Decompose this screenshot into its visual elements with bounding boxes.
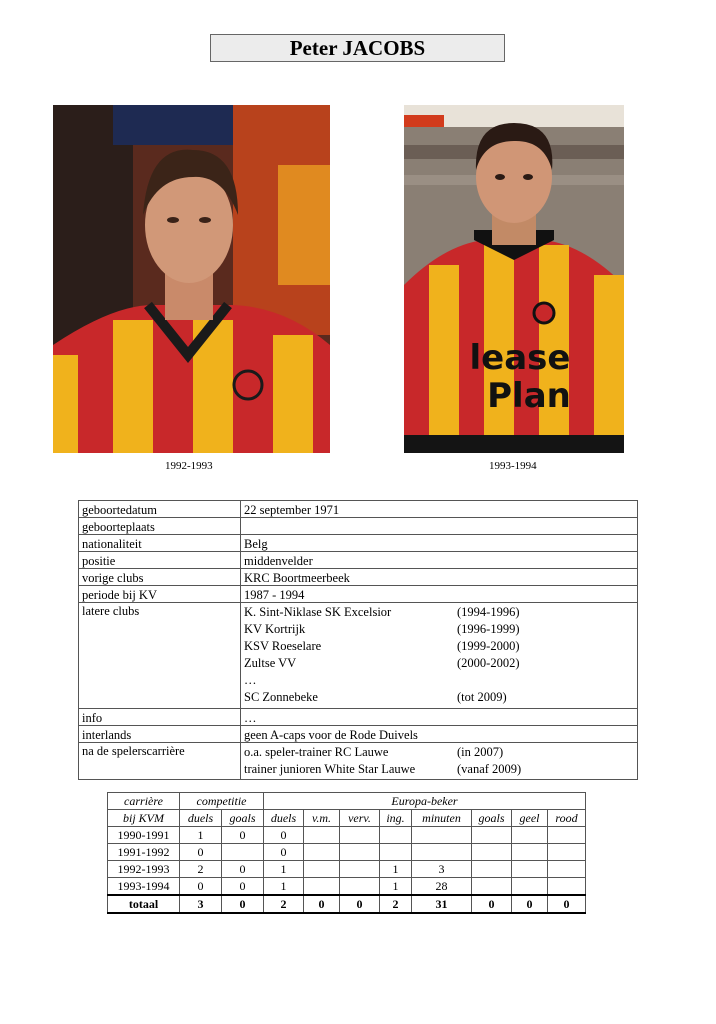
club-name: KSV Roeselare [244,639,322,653]
club-period: (2000-2002) [457,656,520,670]
c-duels: 2 [180,861,222,878]
info-label: periode bij KV [79,586,241,602]
info-value [241,518,637,534]
header-c-goals: goals [222,810,264,827]
goals [472,861,512,878]
info-label: info [79,709,241,725]
verv: 0 [340,895,380,913]
header-europa-beker: Europa-beker [264,793,586,810]
info-label: vorige clubs [79,569,241,585]
player-photo-1993-1994 [404,105,624,453]
club-period: (1996-1999) [457,622,520,636]
ing [380,827,412,844]
page-title: Peter JACOBS [210,34,505,62]
info-row-na-carriere [78,742,638,780]
header-e-duels: duels [264,810,304,827]
info-label: positie [79,552,241,568]
header-rood: rood [548,810,586,827]
e-duels: 0 [264,827,304,844]
later-club-item [244,604,634,621]
rood: 0 [548,895,586,913]
e-duels: 1 [264,861,304,878]
season: 1991-1992 [108,844,180,861]
header-vm: v.m. [304,810,340,827]
goals [472,878,512,896]
club-name: … [244,673,257,687]
c-goals: 0 [222,895,264,913]
club-period: (tot 2009) [457,690,507,704]
vm: 0 [304,895,340,913]
header-bij-kvm: bij KVM [108,810,180,827]
info-label: nationaliteit [79,535,241,551]
club-name: K. Sint-Niklase SK Excelsior [244,605,392,619]
minuten [412,844,472,861]
info-value: middenvelder [244,554,313,568]
header-carriere: carrière [108,793,180,810]
info-value: 22 september 1971 [244,503,340,517]
stats-row [108,844,586,861]
role: o.a. speler-trainer RC Lauwe [244,745,389,759]
minuten: 31 [412,895,472,913]
c-goals: 0 [222,827,264,844]
verv [340,844,380,861]
geel [512,861,548,878]
player-photo-1992-1993 [53,105,330,453]
e-duels: 1 [264,878,304,896]
season: totaal [108,895,180,913]
header-goals: goals [472,810,512,827]
c-goals: 0 [222,878,264,896]
stats-row [108,861,586,878]
vm [304,861,340,878]
rood [548,844,586,861]
c-goals: 0 [222,861,264,878]
info-row-geboortedatum [78,500,638,517]
season: 1992-1993 [108,861,180,878]
info-value: KRC Boortmeerbeek [244,571,350,585]
header-minuten: minuten [412,810,472,827]
later-club-item [244,655,634,672]
photo-caption-1: 1992-1993 [165,460,213,472]
header-ing: ing. [380,810,412,827]
header-competitie: competitie [180,793,264,810]
minuten: 28 [412,878,472,896]
e-duels: 2 [264,895,304,913]
sponsor-line-2: Plan [487,376,571,416]
club-name: Zultse VV [244,656,297,670]
role-period: (vanaf 2009) [457,762,522,776]
verv [340,827,380,844]
ing: 1 [380,878,412,896]
later-club-item [244,672,634,689]
stats-header-row-1 [108,793,586,810]
geel: 0 [512,895,548,913]
info-value: 1987 - 1994 [244,588,305,602]
info-row-latere-clubs [78,602,638,708]
geel [512,878,548,896]
club-period: (1994-1996) [457,605,520,619]
vm [304,878,340,896]
info-row-info [78,708,638,725]
later-club-item [244,689,634,706]
rood [548,878,586,896]
club-period: (1999-2000) [457,639,520,653]
stats-total-row [108,895,586,913]
ing: 2 [380,895,412,913]
info-row-interlands [78,725,638,742]
goals [472,844,512,861]
info-label: geboortedatum [79,501,241,517]
role: trainer junioren White Star Lauwe [244,762,416,776]
verv [340,861,380,878]
post-career-item [244,761,634,778]
rood [548,827,586,844]
club-name: KV Kortrijk [244,622,306,636]
geel [512,827,548,844]
info-label: interlands [79,726,241,742]
c-duels: 3 [180,895,222,913]
info-value: … [244,711,257,725]
c-duels: 0 [180,844,222,861]
post-career-item [244,744,634,761]
vm [304,844,340,861]
goals: 0 [472,895,512,913]
vm [304,827,340,844]
stats-header-row-2 [108,810,586,827]
header-verv: verv. [340,810,380,827]
info-row-periode [78,585,638,602]
stats-row [108,827,586,844]
ing [380,844,412,861]
rood [548,861,586,878]
c-duels: 1 [180,827,222,844]
sponsor-line-1: lease [469,338,571,378]
header-c-duels: duels [180,810,222,827]
info-label: latere clubs [79,603,241,708]
career-stats-table [107,792,586,914]
info-row-geboorteplaats [78,517,638,534]
minuten: 3 [412,861,472,878]
info-value: Belg [244,537,268,551]
shirt-sponsor-text [460,339,580,415]
later-club-item [244,621,634,638]
info-label: geboorteplaats [79,518,241,534]
club-name: SC Zonnebeke [244,690,318,704]
info-value: geen A-caps voor de Rode Duivels [244,728,418,742]
info-row-positie [78,551,638,568]
info-label: na de spelerscarrière [79,743,241,779]
season: 1990-1991 [108,827,180,844]
later-club-item [244,638,634,655]
season: 1993-1994 [108,878,180,896]
c-goals [222,844,264,861]
c-duels: 0 [180,878,222,896]
ing: 1 [380,861,412,878]
verv [340,878,380,896]
stats-row [108,878,586,896]
geel [512,844,548,861]
e-duels: 0 [264,844,304,861]
minuten [412,827,472,844]
photo-caption-2: 1993-1994 [489,460,537,472]
info-row-vorige-clubs [78,568,638,585]
header-geel: geel [512,810,548,827]
role-period: (in 2007) [457,745,504,759]
player-info-table [78,500,638,780]
goals [472,827,512,844]
info-row-nationaliteit [78,534,638,551]
